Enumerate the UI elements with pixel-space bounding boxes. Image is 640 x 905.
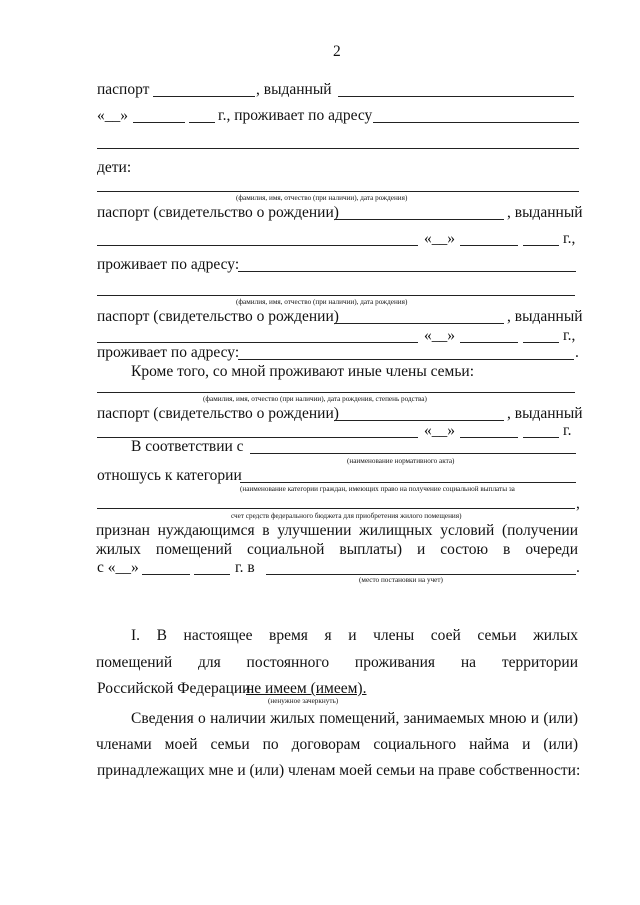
other-members-blank[interactable]: [97, 392, 575, 393]
address-blank[interactable]: [373, 122, 579, 123]
child2-issued-by-blank[interactable]: [97, 342, 418, 343]
children-label: дети:: [97, 159, 132, 176]
child2-fio-blank[interactable]: [97, 295, 575, 296]
section1-choice-caption: (ненужное зачеркнуть): [268, 697, 339, 705]
section1-line-1: I. В настоящее время я и члены соей семьи жилых: [131, 627, 578, 644]
child1-date-year-blank[interactable]: [523, 245, 559, 246]
category-caption-2: счет средств федерального бюджета для приобретения жилого помещения): [231, 512, 462, 520]
child2-year-label: г.,: [563, 327, 576, 344]
other-date-year-blank[interactable]: [523, 437, 559, 438]
child2-date-day: «__»: [424, 327, 455, 344]
child2-address-label: проживает по адресу:: [97, 344, 240, 361]
child2-address-dot: .: [575, 344, 579, 361]
queue-date-year-blank[interactable]: [194, 574, 230, 575]
other-members-intro: Кроме того, со мной проживают иные члены семьи:: [131, 363, 475, 380]
child1-address-label: проживает по адресу:: [97, 256, 240, 273]
child1-fio-caption: (фамилия, имя, отчество (при наличии), дата рождения): [236, 194, 408, 202]
info-line-2: членами моей семьи по договорам социального найма и (или): [96, 736, 578, 753]
recognized-line-1: признан нуждающимся в улучшении жилищных условий (получении: [96, 522, 578, 539]
child2-fio-caption: (фамилия, имя, отчество (при наличии), дата рождения): [236, 298, 408, 306]
section1-choice: не имеем (имеем).: [246, 680, 367, 697]
issued-label: , выданный: [256, 81, 332, 98]
lives-at-label: г., проживает по адресу: [218, 107, 373, 124]
child1-address-blank[interactable]: [238, 271, 576, 272]
child2-date-month-blank[interactable]: [460, 342, 518, 343]
category-comma: ,: [576, 495, 580, 512]
accordance-label: В соответствии с: [131, 438, 244, 455]
child1-date-day: «__»: [424, 230, 455, 247]
queue-date-month-blank[interactable]: [142, 574, 190, 575]
normative-act-caption: (наименование нормативного акта): [347, 457, 455, 465]
category-label: отношусь к категории: [97, 467, 242, 484]
recognized-line-2: жилых помещений социальной выплаты) и состою в очереди: [96, 541, 578, 558]
passport-blank[interactable]: [153, 96, 255, 97]
other-issued-label: , выданный: [507, 405, 583, 422]
section1-line-2: помещений для постоянного проживания на территории: [96, 654, 578, 671]
category-blank-2[interactable]: [97, 508, 575, 509]
category-blank[interactable]: [240, 482, 576, 483]
queue-place-blank[interactable]: [266, 574, 576, 575]
other-year-label: г.: [563, 422, 572, 439]
date-year-blank[interactable]: [189, 122, 215, 123]
child1-year-label: г.,: [563, 230, 576, 247]
child2-passport-blank[interactable]: [334, 323, 504, 324]
date-month-blank[interactable]: [133, 122, 185, 123]
child1-fio-blank[interactable]: [97, 191, 579, 192]
page-number: 2: [333, 43, 341, 60]
child1-passport-label: паспорт (свидетельство о рождении): [97, 204, 339, 221]
normative-act-blank[interactable]: [250, 453, 576, 454]
other-passport-blank[interactable]: [334, 420, 504, 421]
queue-place-caption: (место постановки на учет): [359, 576, 443, 584]
other-members-caption: (фамилия, имя, отчество (при наличии), дата рождения, степень родства): [203, 395, 427, 403]
queue-dot: .: [576, 559, 580, 576]
child2-passport-label: паспорт (свидетельство о рождении): [97, 308, 339, 325]
child1-passport-blank[interactable]: [334, 219, 504, 220]
passport-label: паспорт: [97, 81, 150, 98]
child2-issued-label: , выданный: [507, 308, 583, 325]
info-line-3: принадлежащих мне и (или) членам моей семьи на праве собственности:: [97, 762, 581, 779]
queue-year-label: г. в: [235, 559, 255, 576]
section1-line-3a: Российской Федерации: [97, 680, 251, 697]
address-blank-2[interactable]: [97, 148, 579, 149]
child1-date-month-blank[interactable]: [460, 245, 518, 246]
date-day: «__»: [97, 107, 128, 124]
other-date-day: «__»: [424, 422, 455, 439]
child2-date-year-blank[interactable]: [523, 342, 559, 343]
queue-date-day: с «__»: [97, 559, 139, 576]
info-line-1: Сведения о наличии жилых помещений, занимаемых мною и (или): [131, 710, 578, 727]
issued-by-blank[interactable]: [338, 96, 574, 97]
other-passport-label: паспорт (свидетельство о рождении): [97, 405, 339, 422]
child2-address-blank[interactable]: [238, 359, 574, 360]
child1-issued-by-blank[interactable]: [97, 245, 418, 246]
other-date-month-blank[interactable]: [460, 437, 518, 438]
child1-issued-label: , выданный: [507, 204, 583, 221]
category-caption-1: (наименование категории граждан, имеющих право на получение социальной выплаты за: [240, 485, 515, 493]
